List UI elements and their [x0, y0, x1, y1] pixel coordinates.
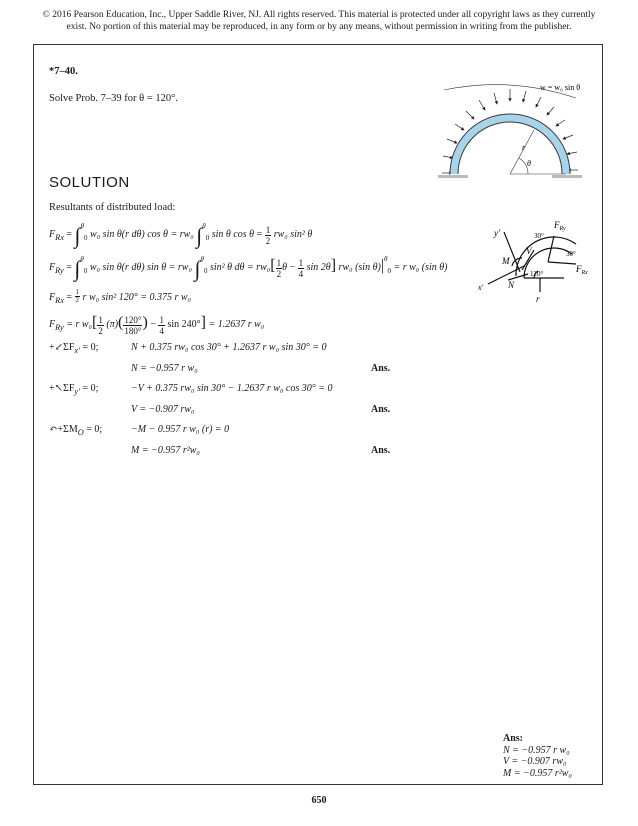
eq1-equals: =	[66, 229, 73, 240]
eq4-sin-term: sin 240°	[167, 319, 201, 330]
eq1-result: rw₀ sin² θ	[273, 229, 313, 240]
equation-sum-fx-label	[49, 342, 98, 355]
eq7-equation: −M − 0.957 r w₀ (r) = 0	[131, 424, 230, 435]
left-support	[438, 175, 468, 178]
eq1-fraction	[265, 225, 272, 246]
fbd-x-label: x′	[478, 283, 484, 292]
eq3-lhs-sub: Rx	[55, 296, 64, 305]
eq3-equals: =	[66, 292, 73, 303]
eq7-label: ↶+ΣM	[49, 424, 78, 435]
copyright-notice	[0, 9, 638, 33]
eq2-lhs-sub: Ry	[55, 266, 64, 275]
copyright-line-1: © 2016 Pearson Education, Inc., Upper Saddle River, NJ. All rights reserved. This material is protected under all copyright laws as they currently	[42, 10, 596, 20]
eq4-fraction-1	[97, 315, 104, 336]
eq1-upper-limit-2: θ	[202, 222, 206, 230]
eq2-fraction-2	[298, 258, 305, 279]
eq4-result: = 1.2637 r w₀	[208, 319, 265, 330]
eq2-frac2-num: 1	[298, 258, 304, 268]
angle-label: θ	[527, 159, 531, 168]
load-label: w = w₀ sin θ	[540, 83, 581, 92]
eq2-bracket-close: ]	[330, 257, 337, 274]
eq2-term-1: θ	[282, 262, 287, 273]
eq2-minus: −	[289, 262, 296, 273]
eq1-integrand-2: sin θ cos θ	[211, 229, 255, 240]
eq5-label-sub: x′	[74, 346, 80, 355]
eq4-pi-term: (π)	[106, 319, 119, 330]
eq1-eq-a: = rw₀	[170, 229, 194, 240]
eq2-bracket-open: [	[270, 257, 276, 274]
fbd-120-label: 120°	[530, 270, 544, 278]
eq7-label-sub: O	[77, 428, 84, 437]
eq5-equation: N + 0.375 rw₀ cos 30° + 1.2637 r w₀ sin 30° = 0	[131, 342, 327, 353]
eq6-equation: −V + 0.375 rw₀ sin 30° − 1.2637 r w₀ cos 30° = 0	[131, 383, 333, 394]
eq2-upper-limit: θ	[80, 255, 84, 263]
eq6-label-sub: y′	[74, 387, 80, 396]
eq5-label-end: = 0;	[82, 342, 99, 353]
eq3-fraction	[75, 289, 81, 304]
eq2-integrand-2: sin² θ dθ	[209, 262, 245, 273]
eq3-lhs: F	[49, 292, 56, 303]
eq3-frac-num: 1	[75, 288, 80, 296]
integral-sign: ∫	[74, 256, 81, 281]
eq4-frac2-den: 180°	[124, 326, 142, 336]
eq4-minus: −	[150, 319, 156, 330]
eq2-term-3: rw₀ (sin θ)	[338, 262, 381, 273]
eq4-frac2-num: 120°	[124, 315, 142, 325]
eq4-bracket-close: ]	[200, 314, 206, 331]
equation-frx-integral	[49, 222, 312, 249]
arch-outline	[454, 118, 566, 174]
eq1-lower-limit: 0	[84, 234, 88, 242]
arch-body	[454, 118, 566, 174]
eq2-frac2-den: 4	[298, 269, 304, 279]
eq2-frac1-den: 2	[276, 269, 282, 279]
fbd-frx-f: F	[576, 264, 582, 274]
solution-intro: Resultants of distributed load:	[49, 202, 176, 213]
copyright-line-2: exist. No portion of this material may be reproduced, in any form or by any means, without permission in writing from the publisher.	[66, 22, 572, 32]
eq2-upper-limit-2: θ	[200, 255, 204, 263]
eq4-paren-close: )	[142, 314, 148, 331]
eq2-term-2: sin 2θ	[306, 262, 331, 273]
fbd-y-label: y′	[494, 228, 500, 238]
fbd-x-axis-line	[488, 266, 524, 284]
eq1-frac-num: 1	[265, 225, 271, 235]
fbd-fry-sub: Ry	[559, 226, 566, 232]
eq1-lhs: F	[49, 229, 56, 240]
eq1-upper-limit: θ	[80, 222, 85, 230]
fbd-r-label: r	[536, 294, 540, 304]
problem-figure	[430, 78, 600, 180]
eq2-lower-limit: 0	[83, 267, 88, 275]
eq1-integrand-1: w₀ sin θ(r dθ) cos θ	[90, 229, 168, 240]
fbd-fry-label	[553, 220, 566, 232]
eq3-frac-den: 2	[75, 296, 80, 304]
final-answers-title: Ans:	[503, 733, 524, 744]
fbd-n-label: N	[508, 280, 515, 290]
eq7-ans-label: Ans.	[371, 445, 391, 456]
fbd-v-label: V	[526, 246, 532, 256]
equation-fry-integral	[49, 255, 448, 282]
final-answers	[503, 733, 572, 779]
eq2-eq-b: = rw₀	[246, 262, 271, 273]
eq1-lower-limit-2: 0	[205, 234, 210, 242]
eq2-equals: =	[66, 262, 72, 273]
eq4-bracket-open: [	[92, 314, 98, 331]
eq2-frac1-num: 1	[276, 258, 282, 268]
integral-sign: ∫	[196, 223, 203, 248]
eq5-label: +↙ΣF	[49, 342, 75, 353]
eq6-ans-label: Ans.	[371, 404, 391, 415]
eq4-lhs: F	[49, 319, 56, 330]
page-number: 650	[311, 795, 327, 806]
eq1-lhs-sub: Rx	[55, 233, 64, 242]
radius-label: r	[522, 143, 526, 152]
eq2-lower-limit-2: 0	[203, 267, 208, 275]
eq2-eval-lower: 0	[387, 267, 391, 275]
eq2-lhs: F	[49, 262, 56, 273]
eq3-body: r w₀ sin² 120° = 0.375 r w₀	[82, 292, 192, 303]
eq5-ans-label: Ans.	[371, 363, 391, 374]
eq6-label: +↖ΣF	[49, 383, 75, 394]
fbd-frx-sub: Rx	[581, 270, 588, 276]
eq4-fraction-3	[158, 315, 165, 336]
eq6-label-end: = 0;	[82, 383, 99, 394]
equation-sum-fy-label	[49, 383, 98, 396]
eq2-eval-upper: θ	[384, 255, 388, 263]
final-answer-m: M = −0.957 r²w₀	[503, 767, 572, 779]
fbd-30-top: 30°	[534, 232, 544, 240]
eq2-eq-c: = r w₀ (sin θ)	[393, 262, 448, 273]
eq4-equals: = r w₀	[66, 319, 93, 330]
eq4-lhs-sub: Ry	[55, 323, 64, 332]
fbd-m-label: M	[502, 256, 510, 266]
eq4-paren-open: (	[118, 314, 124, 331]
fbd-30-right: 30°	[566, 250, 576, 258]
eq4-frac3-num: 1	[159, 315, 164, 325]
eval-bar: |	[380, 257, 385, 274]
final-answer-n: N = −0.957 r w₀	[503, 744, 570, 756]
fbd-fry-f: F	[554, 220, 560, 230]
solution-heading: SOLUTION	[49, 174, 130, 191]
eq4-frac1-num: 1	[98, 315, 103, 325]
eq1-frac-den: 2	[265, 236, 271, 246]
eq1-eq-b: =	[256, 229, 263, 240]
right-support	[552, 175, 582, 178]
eq2-integrand-1: w₀ sin θ(r dθ) sin θ	[89, 262, 167, 273]
integral-sign: ∫	[74, 223, 81, 248]
problem-statement: Solve Prob. 7–39 for θ = 120°.	[49, 93, 178, 104]
fbd-frx-label	[575, 264, 588, 276]
free-body-diagram	[464, 214, 596, 310]
eq4-fraction-2	[123, 315, 142, 336]
problem-number: *7–40.	[49, 66, 78, 77]
integral-sign: ∫	[194, 256, 201, 281]
eq4-frac1-den: 2	[98, 326, 103, 336]
fbd-frx-arrow	[548, 262, 576, 264]
final-answer-v: V = −0.907 rw₀	[503, 756, 567, 767]
equation-sum-m-label	[49, 424, 102, 437]
equation-fry-value	[49, 314, 264, 336]
eq2-eq-a: = rw₀	[168, 262, 192, 273]
eq7-result: M = −0.957 r²w₀	[131, 445, 200, 456]
load-arrows	[442, 89, 578, 173]
eq4-frac3-den: 4	[159, 326, 164, 336]
eq5-result: N = −0.957 r w₀	[131, 363, 198, 374]
eq6-result: V = −0.907 rw₀	[131, 404, 195, 415]
eq7-label-end: = 0;	[86, 424, 103, 435]
equation-frx-value	[49, 289, 191, 305]
